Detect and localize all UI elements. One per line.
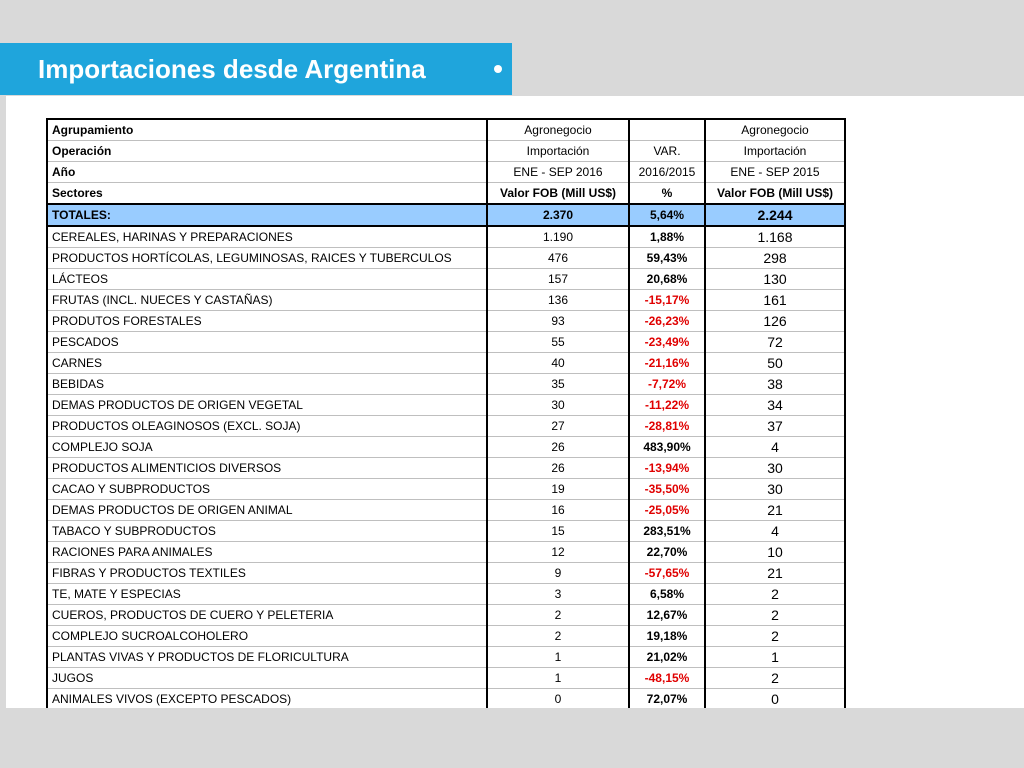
variation-percent: -21,16% [629,353,705,374]
totals-value-2016: 2.370 [487,204,629,226]
value-2016: 30 [487,395,629,416]
sector-name: BEBIDAS [47,374,487,395]
bullet-dot-icon [494,65,502,73]
table-row [47,500,845,521]
value-2015: 38 [705,374,845,395]
header-cell: Agronegocio [705,119,845,141]
top-band [0,0,1024,42]
variation-percent: 483,90% [629,437,705,458]
table-row [47,584,845,605]
variation-percent: -13,94% [629,458,705,479]
table-container [46,118,846,711]
header-cell: Agronegocio [487,119,629,141]
variation-percent: -7,72% [629,374,705,395]
table-row [47,353,845,374]
header-cell: Valor FOB (Mill US$) [487,183,629,205]
value-2015: 4 [705,437,845,458]
bottom-band [0,708,1024,768]
value-2015: 37 [705,416,845,437]
header-label: Sectores [47,183,487,205]
sector-name: JUGOS [47,668,487,689]
header-cell: VAR. [629,141,705,162]
table-row [47,395,845,416]
sector-name: TE, MATE Y ESPECIAS [47,584,487,605]
header-row-agrupamiento [47,119,845,141]
value-2016: 3 [487,584,629,605]
variation-percent: 19,18% [629,626,705,647]
imports-table [46,118,846,711]
value-2015: 298 [705,248,845,269]
table-row [47,563,845,584]
sector-name: PRODUCTOS OLEAGINOSOS (EXCL. SOJA) [47,416,487,437]
header-label: Año [47,162,487,183]
sector-name: PESCADOS [47,332,487,353]
variation-percent: -28,81% [629,416,705,437]
value-2016: 2 [487,605,629,626]
variation-percent: 59,43% [629,248,705,269]
sector-name: PRODUTOS FORESTALES [47,311,487,332]
sector-name: COMPLEJO SOJA [47,437,487,458]
sector-name: FRUTAS (INCL. NUECES Y CASTAÑAS) [47,290,487,311]
variation-percent: -25,05% [629,500,705,521]
value-2016: 27 [487,416,629,437]
variation-percent: 12,67% [629,605,705,626]
header-row-operacion [47,141,845,162]
title-bar [0,43,512,95]
variation-percent: 283,51% [629,521,705,542]
value-2016: 93 [487,311,629,332]
table-row [47,311,845,332]
table-row [47,332,845,353]
page-title: Importaciones desde Argentina [38,53,426,84]
value-2015: 72 [705,332,845,353]
variation-percent: -23,49% [629,332,705,353]
value-2015: 2 [705,668,845,689]
variation-percent: 1,88% [629,226,705,248]
value-2016: 0 [487,689,629,711]
table-row [47,647,845,668]
value-2015: 34 [705,395,845,416]
table-row [47,605,845,626]
table-row [47,437,845,458]
table-row [47,668,845,689]
value-2016: 9 [487,563,629,584]
value-2015: 21 [705,563,845,584]
table-row [47,226,845,248]
table-row [47,521,845,542]
sector-name: PRODUCTOS HORTÍCOLAS, LEGUMINOSAS, RAICES Y TUBERCULOS [47,248,487,269]
header-row-sectores [47,183,845,205]
value-2016: 136 [487,290,629,311]
table-row [47,626,845,647]
totals-label: TOTALES: [47,204,487,226]
header-cell: ENE - SEP 2015 [705,162,845,183]
table-row [47,479,845,500]
totals-row [47,204,845,226]
value-2016: 16 [487,500,629,521]
variation-percent: 6,58% [629,584,705,605]
value-2015: 0 [705,689,845,711]
value-2016: 1 [487,647,629,668]
value-2016: 15 [487,521,629,542]
value-2016: 55 [487,332,629,353]
value-2015: 30 [705,458,845,479]
header-label: Operación [47,141,487,162]
value-2015: 10 [705,542,845,563]
table-row [47,458,845,479]
sector-name: COMPLEJO SUCROALCOHOLERO [47,626,487,647]
header-cell: % [629,183,705,205]
table-row [47,374,845,395]
value-2015: 1.168 [705,226,845,248]
value-2016: 26 [487,437,629,458]
variation-percent: -48,15% [629,668,705,689]
sector-name: DEMAS PRODUCTOS DE ORIGEN VEGETAL [47,395,487,416]
header-cell: 2016/2015 [629,162,705,183]
value-2016: 1 [487,668,629,689]
value-2016: 476 [487,248,629,269]
sector-name: CEREALES, HARINAS Y PREPARACIONES [47,226,487,248]
sector-name: CACAO Y SUBPRODUCTOS [47,479,487,500]
value-2015: 161 [705,290,845,311]
totals-variation: 5,64% [629,204,705,226]
value-2015: 2 [705,605,845,626]
value-2015: 2 [705,584,845,605]
header-label: Agrupamiento [47,119,487,141]
header-cell: Importación [705,141,845,162]
sector-name: DEMAS PRODUCTOS DE ORIGEN ANIMAL [47,500,487,521]
value-2016: 2 [487,626,629,647]
value-2016: 35 [487,374,629,395]
sector-name: PRODUCTOS ALIMENTICIOS DIVERSOS [47,458,487,479]
value-2016: 157 [487,269,629,290]
variation-percent: -57,65% [629,563,705,584]
header-row-ano [47,162,845,183]
variation-percent: 21,02% [629,647,705,668]
sector-name: CUEROS, PRODUCTOS DE CUERO Y PELETERIA [47,605,487,626]
sector-name: TABACO Y SUBPRODUCTOS [47,521,487,542]
value-2015: 30 [705,479,845,500]
variation-percent: -11,22% [629,395,705,416]
table-row [47,248,845,269]
value-2015: 130 [705,269,845,290]
value-2015: 126 [705,311,845,332]
table-row [47,416,845,437]
sector-name: CARNES [47,353,487,374]
value-2015: 1 [705,647,845,668]
variation-percent: -26,23% [629,311,705,332]
sector-name: FIBRAS Y PRODUCTOS TEXTILES [47,563,487,584]
table-row [47,542,845,563]
header-cell: Valor FOB (Mill US$) [705,183,845,205]
value-2016: 12 [487,542,629,563]
variation-percent: -35,50% [629,479,705,500]
sector-name: LÁCTEOS [47,269,487,290]
value-2016: 26 [487,458,629,479]
table-row [47,290,845,311]
value-2015: 50 [705,353,845,374]
sector-name: ANIMALES VIVOS (EXCEPTO PESCADOS) [47,689,487,711]
value-2015: 4 [705,521,845,542]
value-2016: 1.190 [487,226,629,248]
variation-percent: -15,17% [629,290,705,311]
variation-percent: 22,70% [629,542,705,563]
sector-name: PLANTAS VIVAS Y PRODUCTOS DE FLORICULTURA [47,647,487,668]
header-cell [629,119,705,141]
header-cell: Importación [487,141,629,162]
value-2016: 19 [487,479,629,500]
table-row [47,269,845,290]
totals-value-2015: 2.244 [705,204,845,226]
header-cell: ENE - SEP 2016 [487,162,629,183]
value-2015: 21 [705,500,845,521]
variation-percent: 72,07% [629,689,705,711]
value-2015: 2 [705,626,845,647]
table-row [47,689,845,711]
value-2016: 40 [487,353,629,374]
variation-percent: 20,68% [629,269,705,290]
sector-name: RACIONES PARA ANIMALES [47,542,487,563]
